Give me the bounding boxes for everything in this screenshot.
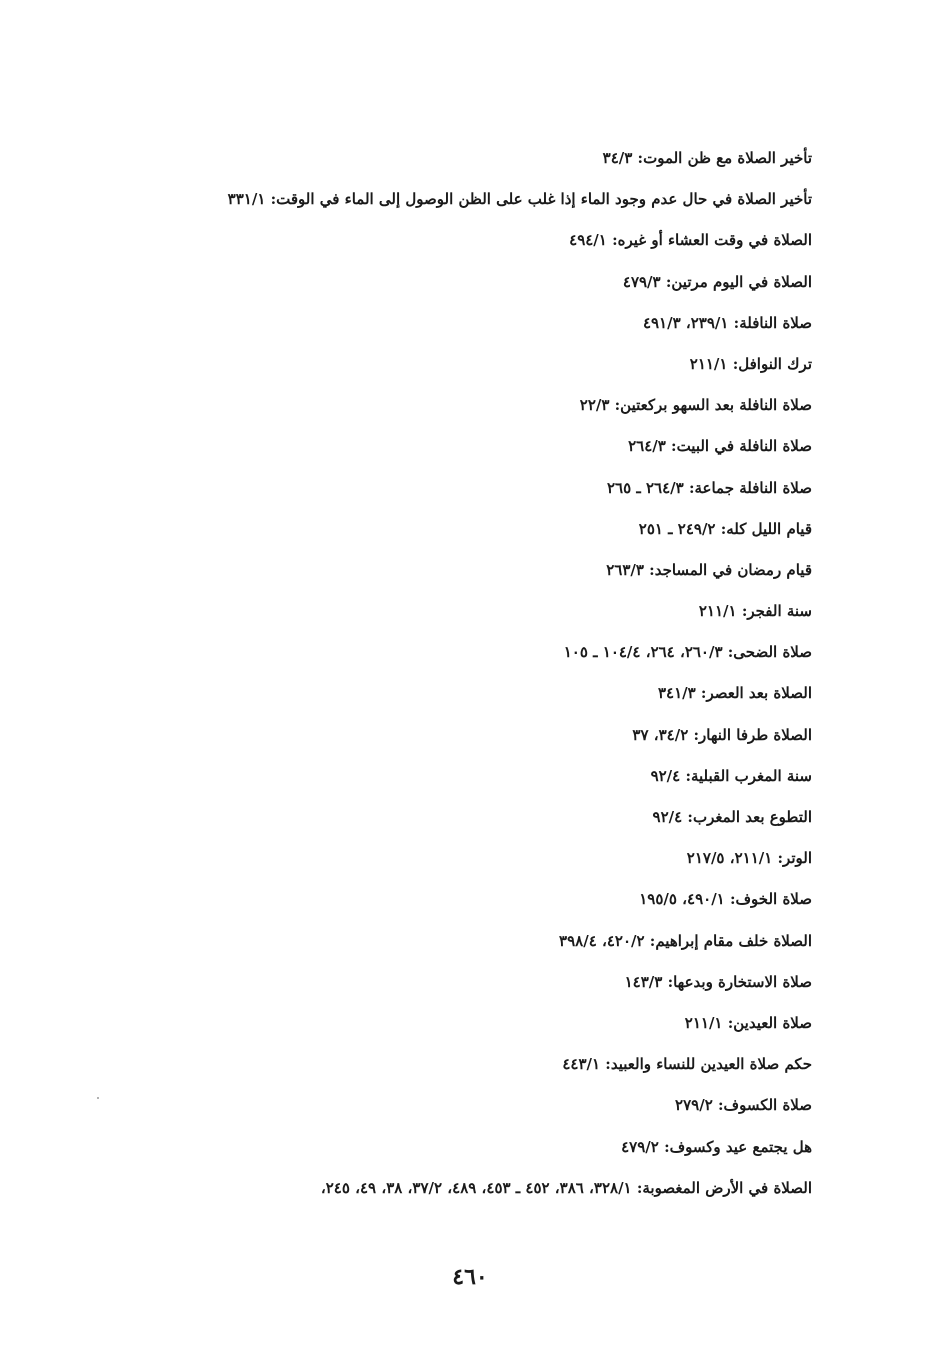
index-entry: صلاة النافلة: ٢٣٩/١، ٤٩١/٣ (642, 313, 812, 332)
index-entry: الصلاة في اليوم مرتين: ٤٧٩/٣ (622, 272, 812, 291)
index-entry: قيام الليل كله: ٢٤٩/٢ ـ ٢٥١ (638, 519, 812, 538)
index-entry: الوتر: ٢١١/١، ٢١٧/٥ (686, 849, 812, 868)
index-entry: تأخير الصلاة مع ظن الموت: ٣٤/٣ (602, 149, 812, 167)
index-entry: قيام رمضان في المساجد: ٢٦٣/٣ (606, 560, 812, 579)
index-entry: الصلاة طرفا النهار: ٣٤/٢، ٣٧ (632, 725, 812, 744)
index-entry: الصلاة في وقت العشاء أو غيره: ٤٩٤/١ (569, 231, 812, 250)
index-entry: صلاة النافلة جماعة: ٢٦٤/٣ ـ ٢٦٥ (606, 478, 812, 497)
index-entry: صلاة الضحى: ٢٦٠/٣، ٢٦٤، ١٠٤/٤ ـ ١٠٥ (563, 643, 812, 662)
index-entry: صلاة الاستخارة وبدعها: ١٤٣/٣ (624, 972, 812, 991)
index-entries (92, 138, 812, 1209)
index-entry: ترك النوافل: ٢١١/١ (689, 354, 812, 373)
index-entry: صلاة النافلة بعد السهو بركعتين: ٢٢/٣ (579, 396, 812, 415)
index-entry: سنة الفجر: ٢١١/١ (698, 602, 812, 621)
index-entry: الصلاة في الأرض المغصوبة: ٣٢٨/١، ٣٨٦، ٤٥٢ ـ ٤٥٣، ٤٨٩، ٣٧/٢، ٣٨، ٤٩، ٢٤٥، (320, 1178, 812, 1197)
index-entry: صلاة العيدين: ٢١١/١ (684, 1013, 812, 1032)
index-entry: صلاة الخوف: ٤٩٠/١، ١٩٥/٥ (639, 890, 812, 909)
index-entry: الصلاة خلف مقام إبراهيم: ٤٢٠/٢، ٣٩٨/٤ (559, 931, 812, 950)
scan-speck (97, 1097, 99, 1099)
index-entry: صلاة النافلة في البيت: ٢٦٤/٣ (628, 437, 812, 456)
page-number: ٤٦٠ (452, 1264, 488, 1290)
index-entry: تأخير الصلاة في حال عدم وجود الماء إذا غلب على الظن الوصول إلى الماء في الوقت: ٣٣١/١ (227, 190, 812, 209)
index-entry: الصلاة بعد العصر: ٣٤١/٣ (657, 684, 812, 703)
index-entry: حكم صلاة العيدين للنساء والعبيد: ٤٤٣/١ (562, 1055, 812, 1074)
index-entry: سنة المغرب القبلية: ٩٢/٤ (650, 766, 812, 785)
index-entry: التطوع بعد المغرب: ٩٢/٤ (652, 808, 812, 826)
index-entry: هل يجتمع عيد وكسوف: ٤٧٩/٢ (621, 1137, 812, 1156)
index-entry: صلاة الكسوف: ٢٧٩/٢ (675, 1096, 812, 1115)
